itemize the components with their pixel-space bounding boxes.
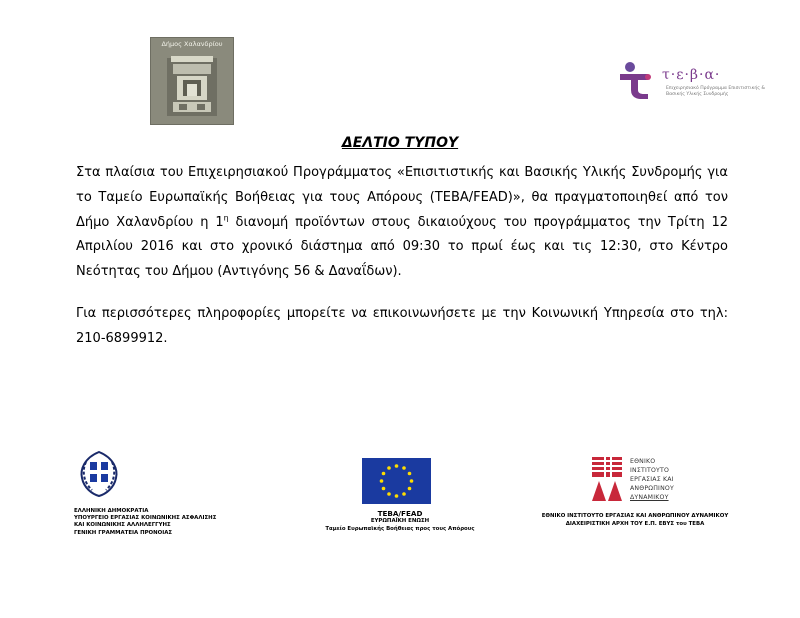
teva-logo-word: τ·ε·β·α· [662, 67, 721, 83]
gov-line: ΓΕΝΙΚΗ ΓΡΑΜΜΑΤΕΙΑ ΠΡΟΝΟΙΑΣ [74, 529, 173, 536]
paragraph-contact: Για περισσότερες πληροφορίες μπορείτε να επικοινωνήσετε με την Κοινωνική Υπηρεσία στο τηλ: 210-6899912. [76, 306, 728, 346]
eiead-logo-text [630, 457, 730, 502]
gov-line: ΥΠΟΥΡΓΕΙΟ ΕΡΓΑΣΙΑΣ ΚΟΙΝΩΝΙΚΗΣ ΑΣΦΑΛΙΣΗΣ [74, 515, 217, 522]
teva-logo-subtitle: Επιχειρησιακό Πρόγραμμα Επισιτιστικής & Βασικής Υλικής Συνδρομής [666, 86, 765, 97]
greek-coat-of-arms-icon [74, 448, 124, 498]
paragraph-announcement [76, 161, 728, 285]
eiead-logo-line: ΕΘΝΙΚΟ [630, 458, 656, 465]
eu-subtitle: ΕΥΡΩΠΑΪΚΗ ΕΝΩΣΗ [370, 518, 430, 524]
municipality-emblem-icon [165, 52, 219, 118]
eu-title: ΤΕΒΑ/FEAD [377, 509, 423, 518]
eiead-authority: ΔΙΑΧΕΙΡΙΣΤΙΚΗ ΑΡΧΗ ΤΟΥ Ε.Π. ΕΒΥΣ του ΤΕΒΑ [565, 521, 705, 527]
eiead-logo-line: ΕΡΓΑΣΙΑΣ ΚΑΙ [630, 476, 674, 483]
paragraph-text: Στα πλαίσια του Επιχειρησιακού Προγράμματος «Επισιτιστικής και Βασικής Υλικής Συνδρομής για το Ταμείο Ευρωπαϊκής Βοήθειας για τους Απόρους (ΤΕΒΑ/FEAD)», θα πραγματοποιηθεί από τον Δήμο Χαλανδρίου η 1 [76, 165, 728, 230]
eiead-logo-icon [590, 455, 624, 503]
eu-flag-icon [362, 458, 431, 504]
eiead-logo-line: ΑΝΘΡΩΠΙΝΟΥ [630, 485, 674, 492]
eiead-name: ΕΘΝΙΚΟ ΙΝΣΤΙΤΟΥΤΟ ΕΡΓΑΣΙΑΣ ΚΑΙ ΑΝΘΡΩΠΙΝΟΥ ΔΥΝΑΜΙΚΟΥ [541, 513, 729, 519]
municipality-logo [150, 37, 234, 125]
gov-text [74, 508, 254, 537]
teva-logo [618, 58, 768, 108]
eiead-logo-line: ΔΥΝΑΜΙΚΟΥ [630, 494, 669, 501]
teva-t-icon [618, 60, 656, 100]
ordinal-superscript: η [223, 213, 229, 223]
eiead-logo-line: ΙΝΣΤΙΤΟΥΤΟ [630, 467, 670, 474]
gov-line: ΚΑΙ ΚΟΙΝΩΝΙΚΗΣ ΑΛΛΗΛΕΓΓΥΗΣ [74, 522, 171, 529]
paragraph-text: διανομή προϊόντων στους δικαιούχους του προγράμματος την Τρίτη 12 Απριλίου 2016 και στο χρονικό διάστημα από 09:30 το πρωί έως και τις 12:30, στο Κέντρο Νεότητας του Δήμου (Αντιγόνης 56 & Δαναΐδων). [76, 214, 728, 280]
page-title: ΔΕΛΤΙΟ ΤΥΠΟΥ [341, 135, 459, 151]
gov-line: ΕΛΛΗΝΙΚΗ ΔΗΜΟΚΡΑΤΙΑ [74, 508, 149, 514]
municipality-logo-text: Δήμος Χαλανδρίου [161, 40, 223, 48]
eu-fund-name: Ταμείο Ευρωπαϊκής Βοήθειας προς τους Απόρους [325, 526, 475, 532]
